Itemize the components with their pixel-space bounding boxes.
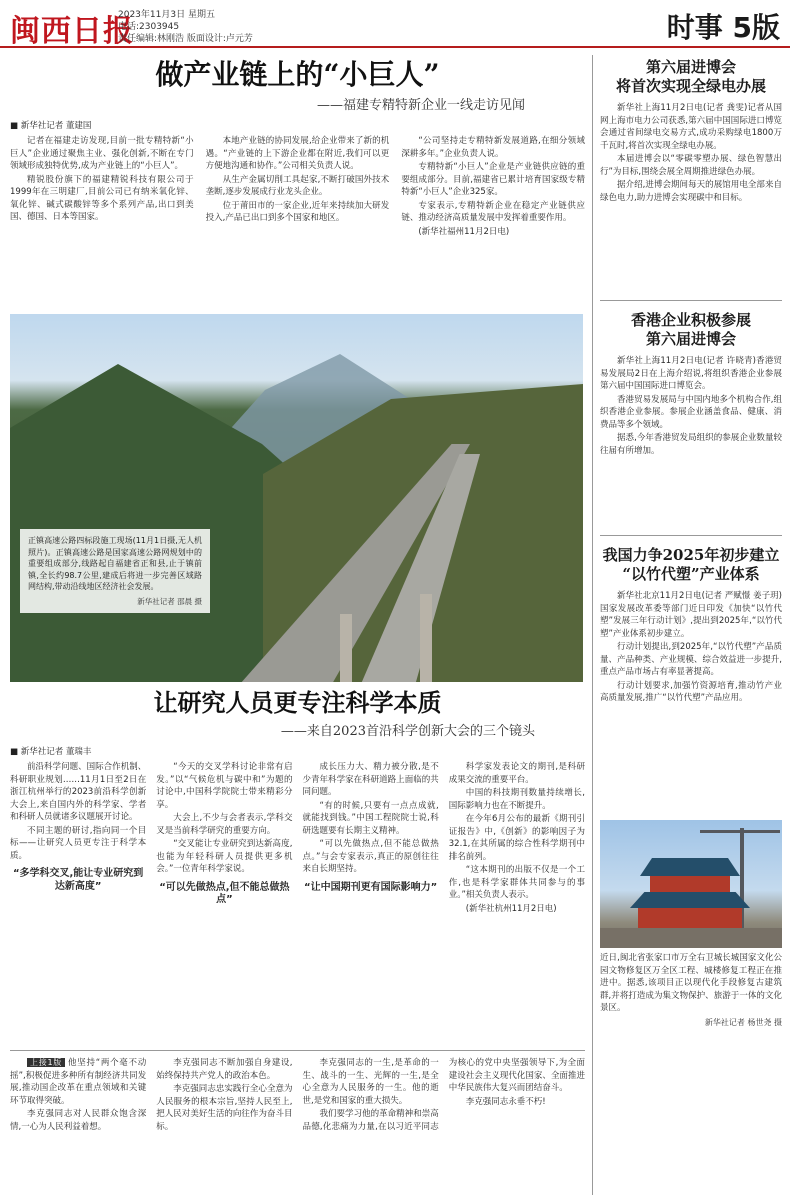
article3-body xyxy=(10,1057,585,1197)
paragraph: 行动计划提出,到2025年,“以竹代塑”产品质量、产品种类、产业规模、综合效益进一步提升,重点产品市场占有率显著提高。 xyxy=(600,642,782,677)
paragraph: 精锐股份旗下的福建精锐科技有限公司于1999年在三明建厂,目前公司已有纳米氧化锌、氧化锌、碱式碳酸锌等多个系列产品,出口到美国、德国、日本等国家。 xyxy=(10,174,194,222)
brief3-headline: 我国力争2025年初步建立 “以竹代塑”产业体系 xyxy=(602,546,780,583)
article1-byline: ■ 新华社记者 董建国 xyxy=(10,121,92,131)
photo1-credit: 新华社记者 邵晨 摄 xyxy=(137,596,202,606)
photo2-credit: 新华社记者 杨世尧 摄 xyxy=(704,1018,782,1027)
paragraph: 上接1版 他坚持“两个毫不动摇”,积极促进多种所有制经济共同发展,推动国企改革在重点领域和关键环节取得突破。 xyxy=(10,1058,147,1106)
paragraph: “公司坚持走专精特新发展道路,在细分领域深耕多年。”企业负责人说。 xyxy=(401,136,585,159)
paragraph: 据悉,今年香港贸发局组织的参展企业数量较往届有所增加。 xyxy=(600,433,782,456)
paragraph: “今天的交叉学科讨论非常有启发。”以“气候危机与碳中和”为题的讨论中,中国科学院院士带来精彩分享。 xyxy=(156,762,293,810)
article2-headline: 让研究人员更专注科学本质 xyxy=(153,688,442,717)
paragraph: 中国的科技期刊数量持续增长,国际影响力也在不断提升。 xyxy=(448,788,585,811)
newspaper-logo: 闽西日报 xyxy=(10,14,134,49)
paragraph: (新华社福州11月2日电) xyxy=(418,226,510,237)
article1-subhead: ——福建专精特新企业一线走访见闻 xyxy=(316,98,525,113)
tower-photo-caption xyxy=(600,952,782,1192)
paragraph: 大会上,不少与会者表示,学科交叉是当前科学研究的重要方向。 xyxy=(156,813,293,836)
column-divider xyxy=(592,55,593,1195)
article1-body xyxy=(10,135,585,315)
masthead xyxy=(0,0,790,48)
brief2-headline: 香港企业积极参展 第六届进博会 xyxy=(630,311,751,348)
issue-editor: 责任编辑:林刚浩 版面设计:卢元芳 xyxy=(118,34,253,44)
paragraph: “这本期刊的出版不仅是一个工作,也是科学家群体共同参与的事业。”相关负责人表示。 xyxy=(448,865,585,900)
brief-hk-expo xyxy=(600,300,782,515)
tower-roof-lower xyxy=(630,892,750,908)
tower-photo xyxy=(600,820,782,948)
paragraph: 专家表示,专精特新企业在稳定产业链供应链、推动经济高质量发展中发挥着重要作用。 xyxy=(401,200,585,223)
paragraph: 李克强同志对人民群众饱含深情,一心为人民利益着想。 xyxy=(10,1109,147,1132)
bridge-pier xyxy=(340,614,352,682)
paragraph: 前沿科学问题、国际合作机制、科研职业规划……11月1日至2日在浙江杭州举行的2023前沿科学创新大会上,来自国内外的科学家、学者和科研人员就诸多议题展开讨论。 xyxy=(10,762,147,822)
paragraph: 记者在福建走访发现,目前一批专精特新“小巨人”企业通过聚焦主业、强化创新,不断在专门领域形成独特优势,成为产业链上的“小巨人”。 xyxy=(10,136,194,171)
article-science-focus xyxy=(10,688,585,1041)
photo1-caption-text: 正镇高速公路四标段施工现场(11月1日摄,无人机照片)。正镇高速公路是国家高速公路网规划中的重要组成部分,线路起自福建省正和县,止于镇前镇,全长约98.7公里,建成后将进一步完善区域路网结构,带动沿线地区经济社会发展。 xyxy=(28,536,202,591)
paragraph: 新华社上海11月2日电(记者 龚雯)记者从国网上海市电力公司获悉,第六届中国国际进口博览会通过省间绿电交易方式,成功采购绿电1800万千瓦时,将首次实现全绿电办展。 xyxy=(600,103,782,151)
brief1-body xyxy=(600,102,782,284)
brief3-body xyxy=(600,590,782,815)
section-heading: “可以先做热点,但不能总做热点” xyxy=(159,881,290,905)
paragraph: “可以先做热点,但不能总做热点。”与会专家表示,真正的原创往往来自长期坚持。 xyxy=(302,839,439,874)
section-heading: “多学科交叉,能让专业研究到达新高度” xyxy=(12,868,144,892)
article2-subhead: ——来自2023首沿科学创新大会的三个镜头 xyxy=(280,724,535,739)
brief-green-power xyxy=(600,58,782,284)
highway-photo-caption xyxy=(20,529,210,613)
paragraph: 据介绍,进博会期间每天的展馆用电全部来自绿色电力,助力进博会实现碳中和目标。 xyxy=(600,180,782,203)
issue-phone: 电话:2303945 xyxy=(118,22,180,32)
section-heading: “让中国期刊更有国际影响力” xyxy=(304,881,438,893)
paragraph: 科学家发表论文的期刊,是科研成果交流的重要平台。 xyxy=(448,762,585,785)
paragraph: 新华社上海11月2日电(记者 许晓青)香港贸易发展局2日在上海介绍说,将组织香港企业参展第六届中国国际进口博览会。 xyxy=(600,356,782,391)
article-continued xyxy=(10,1050,585,1197)
bridge-pier xyxy=(420,594,432,682)
issue-info xyxy=(118,9,253,45)
tower-wall-lower xyxy=(638,908,742,928)
article1-byline-text: 新华社记者 董建国 xyxy=(20,121,92,131)
paragraph: 本届进博会以“零碳零塑办展、绿色智慧出行”为目标,围绕会展全周期推进绿色办展。 xyxy=(600,154,782,177)
paragraph: 李克强同志的一生,是革命的一生、战斗的一生、光辉的一生,是全心全意为人民服务的一生。他的逝世,是党和国家的重大损失。 xyxy=(302,1058,439,1106)
article2-body xyxy=(10,761,585,1041)
article-small-giants xyxy=(10,58,585,315)
paragraph: 李克强同志不断加强自身建设,始终保持共产党人的政治本色。 xyxy=(156,1058,293,1081)
issue-date: 2023年11月3日 星期五 xyxy=(118,10,215,20)
paragraph: 李克强同志永垂不朽! xyxy=(465,1096,546,1107)
paragraph: 专精特新“小巨人”企业是产业链供应链的重要组成部分。目前,福建省已累计培育国家级专精特新“小巨人”企业325家。 xyxy=(401,162,585,197)
article2-byline-text: 新华社记者 董瑞丰 xyxy=(20,747,92,757)
tower-base xyxy=(600,928,782,948)
paragraph: “交叉能让专业研究到达新高度,也能为年轻科研人员提供更多机会。”一位青年科学家说。 xyxy=(156,839,293,874)
continued-tag: 上接1版 xyxy=(27,1058,65,1067)
paragraph: 不同主题的研讨,指向同一个目标——让研究人员更专注于科学本质。 xyxy=(10,825,147,861)
brief-bamboo xyxy=(600,535,782,815)
paragraph: 李克强同志忠实践行全心全意为人民服务的根本宗旨,坚持人民至上,把人民对美好生活的向往作为奋斗目标。 xyxy=(156,1084,293,1132)
paragraph: 新华社北京11月2日电(记者 严赋憬 姜子玥)国家发展改革委等部门近日印发《加快“以竹代塑”发展三年行动计划》,提出到2025年,“以竹代塑”产业体系初步建立。 xyxy=(600,591,782,639)
paragraph: 在今年6月公布的最新《期刊引证报告》中,《创新》的影响因子为32.1,在其所属的综合性科学期刊中排名前列。 xyxy=(448,814,585,862)
paragraph: 位于莆田市的一家企业,近年来持续加大研发投入,产品已出口到多个国家和地区。 xyxy=(205,200,390,223)
paragraph: 从生产金属切削工具起家,不断打破国外技术垄断,逐步发展成行业龙头企业。 xyxy=(205,174,390,197)
paragraph: 成长压力大、精力被分散,是不少青年科学家在科研道路上面临的共同问题。 xyxy=(302,762,439,797)
paragraph: 本地产业链的协同发展,给企业带来了新的机遇。“产业链的上下游企业都在附近,我们可以更方便地沟通和协作。”公司相关负责人说。 xyxy=(205,136,390,171)
highway-photo xyxy=(10,314,583,682)
article2-byline: ■ 新华社记者 董瑞丰 xyxy=(10,747,92,757)
paragraph: 香港贸易发展局与中国内地多个机构合作,组织香港企业参展。参展企业涵盖食品、健康、消费品等多个领域。 xyxy=(600,394,782,430)
paragraph: (新华社杭州11月2日电) xyxy=(465,903,557,914)
crane-jib xyxy=(700,830,780,833)
paragraph: 我们要学习他的革命精神和崇高品德,化悲痛为力量,在以习近平同志为核心的党中央坚强领导下,为全面建设社会主义现代化国家、全面推进中华民族伟大复兴而团结奋斗。 xyxy=(302,1058,585,1132)
tower-wall-upper xyxy=(650,876,730,892)
paragraph: “有的时候,只要有一点点成就,就能找到钱。”中国工程院院士说,科研选题要有长期主义精神。 xyxy=(302,800,439,836)
article1-headline: 做产业链上的“小巨人” xyxy=(155,58,440,91)
photo2-caption-text: 近日,闽北省张家口市万全右卫城长城国家文化公园文物修复区万全区工程、城楼修复工程正在推进中。据悉,该项目正以现代化手段修复古建筑群,并将打造成为集文物保护、旅游于一体的文化景区。 xyxy=(600,953,782,1013)
brief1-headline: 第六届进博会 将首次实现全绿电办展 xyxy=(615,58,766,95)
tower-roof-upper xyxy=(640,858,740,876)
brief2-body xyxy=(600,355,782,515)
paragraph: 行动计划要求,加强竹资源培育,推动竹产业高质量发展,推广“以竹代塑”产品应用。 xyxy=(600,680,782,703)
section-name: 时事 5版 xyxy=(666,11,780,44)
